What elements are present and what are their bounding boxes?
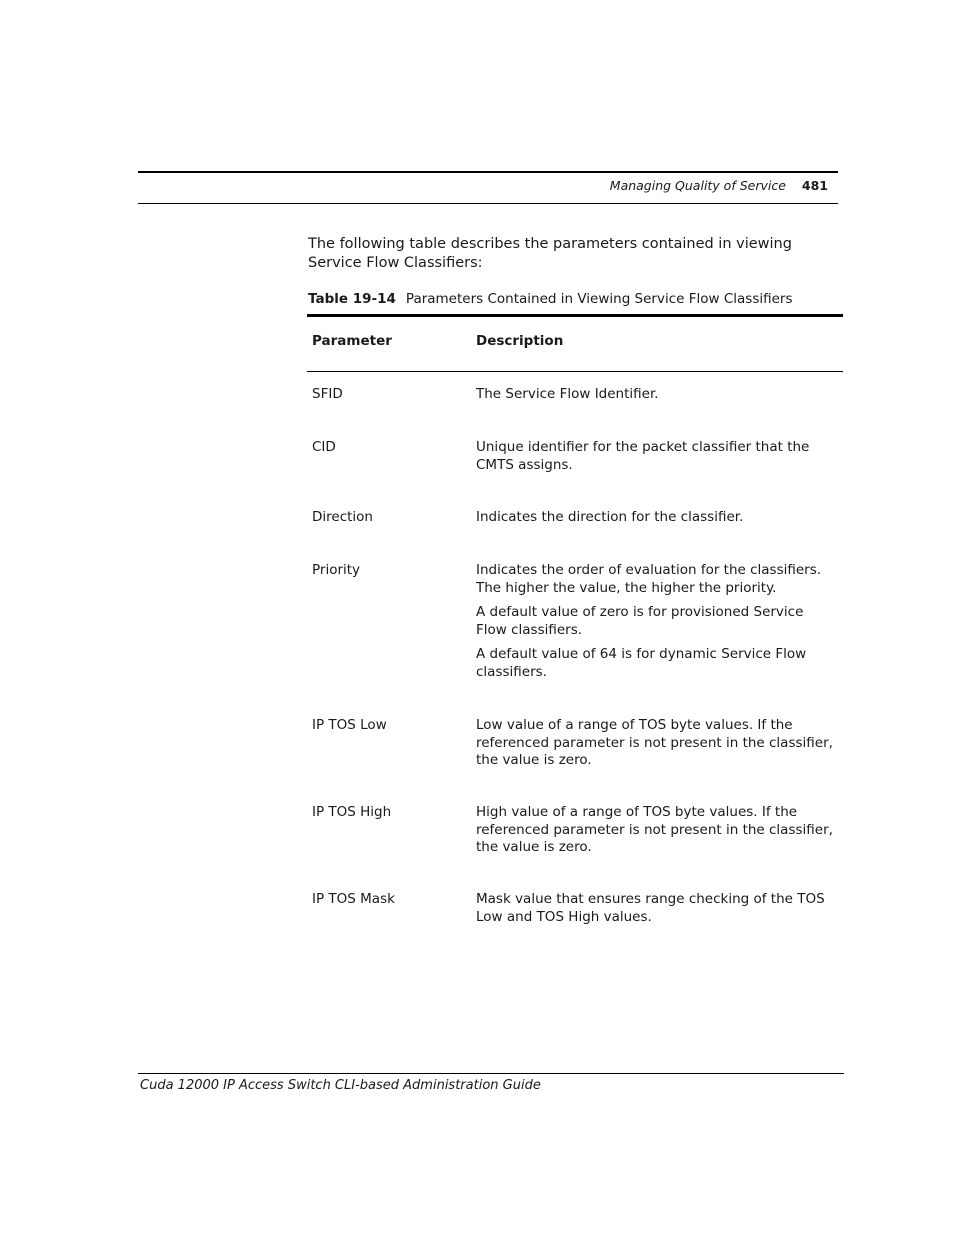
description-paragraph: A default value of zero is for provisioned Service Flow classifiers. — [476, 604, 804, 638]
footer-text: Cuda 12000 IP Access Switch CLI-based Administration Guide — [140, 1078, 541, 1093]
description-paragraph: High value of a range of TOS byte values. If the referenced parameter is not present in the classifier, the value is zero. — [476, 804, 833, 855]
section-title: Managing Quality of Service — [609, 178, 786, 193]
column-header-parameter: Parameter — [312, 333, 392, 349]
description-paragraph: Unique identifier for the packet classifier that the CMTS assigns. — [476, 439, 810, 473]
table-row-description — [476, 386, 838, 411]
table-row-parameter: IP TOS Low — [312, 717, 387, 733]
table-row-parameter: SFID — [312, 386, 343, 402]
table-row-description — [476, 562, 838, 688]
description-paragraph: Indicates the order of evaluation for the classifiers. The higher the value, the higher the priority. — [476, 562, 822, 596]
table-row-parameter: CID — [312, 439, 336, 455]
header-rule-top — [138, 171, 838, 173]
table-row-description — [476, 439, 838, 481]
running-head — [610, 178, 828, 193]
header-rule-bottom — [138, 203, 838, 204]
description-paragraph: Low value of a range of TOS byte values. If the referenced parameter is not present in the classifier, the value is zero. — [476, 717, 833, 768]
table-row-parameter: Direction — [312, 509, 373, 525]
description-paragraph: The Service Flow Identifier. — [476, 386, 659, 402]
table-row-parameter: Priority — [312, 562, 361, 578]
table-row-parameter: IP TOS Mask — [312, 891, 395, 907]
table-caption-text: Parameters Contained in Viewing Service Flow Classifiers — [405, 291, 793, 307]
table-row-description — [476, 804, 838, 864]
table-row-description — [476, 891, 838, 933]
table-header-rule — [307, 371, 843, 372]
intro-paragraph: The following table describes the parameters contained in viewing Service Flow Classifiers: — [308, 236, 792, 271]
table-rule-top — [307, 314, 843, 317]
column-header-description: Description — [476, 333, 564, 349]
table-row-description — [476, 717, 838, 777]
page-number: 481 — [801, 178, 828, 193]
footer-rule — [138, 1073, 844, 1074]
description-paragraph: Indicates the direction for the classifier. — [476, 509, 744, 525]
description-paragraph: A default value of 64 is for dynamic Service Flow classifiers. — [476, 646, 807, 680]
table-caption — [308, 291, 793, 307]
table-row-description — [476, 509, 838, 534]
table-row-parameter: IP TOS High — [312, 804, 392, 820]
description-paragraph: Mask value that ensures range checking of the TOS Low and TOS High values. — [476, 891, 825, 925]
table-caption-label: Table 19-14 — [308, 291, 396, 307]
